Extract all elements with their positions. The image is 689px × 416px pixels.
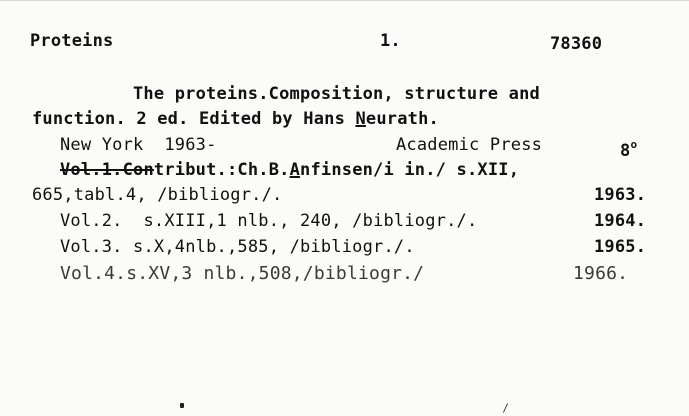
format-number: 8 <box>620 141 631 161</box>
volume-2-line: Vol.2. s.XIII,1 nlb., 240, /bibliogr./. <box>60 211 478 231</box>
title-line-2 <box>32 109 439 129</box>
imprint-publisher: Academic Press <box>396 135 543 155</box>
imprint-format <box>620 135 637 161</box>
volume-1-year: 1963. <box>594 185 647 205</box>
title-line-2-pre: function. 2 ed. Edited by Hans <box>32 109 356 129</box>
struck-text: Vol.1.Con <box>60 160 154 180</box>
volume-4-year: 1966. <box>573 263 629 284</box>
volume-3-year: 1965. <box>594 237 647 257</box>
ink-speck <box>180 403 184 408</box>
format-superscript: o <box>630 138 638 151</box>
volume-3-line: Vol.3. s.X,4nlb.,585, /bibliogr./. <box>60 237 415 257</box>
volume-1-text-a: tribut.:Ch.B. <box>153 160 290 180</box>
contributor-initial: A <box>289 160 301 180</box>
volume-1-continuation: 665,tabl.4, /bibliogr./. <box>32 185 283 205</box>
volume-1-text-b: nfinsen/i in./ s.XII, <box>300 160 520 180</box>
title-line-2-post: eurath. <box>365 109 439 129</box>
volume-4-line: Vol.4.s.XV,3 nlb.,508,/bibliogr./ <box>60 263 425 284</box>
volume-2-year: 1964. <box>594 211 647 231</box>
imprint-place-year: New York 1963- <box>60 135 217 155</box>
call-number: 78360 <box>550 34 603 54</box>
title-line-1: The proteins.Composition, structure and <box>133 84 540 104</box>
pen-mark <box>503 403 508 412</box>
editor-initial: N <box>355 109 366 129</box>
card-number: 1. <box>380 31 401 51</box>
subject-heading: Proteins <box>30 31 114 51</box>
volume-1-line <box>60 160 519 180</box>
